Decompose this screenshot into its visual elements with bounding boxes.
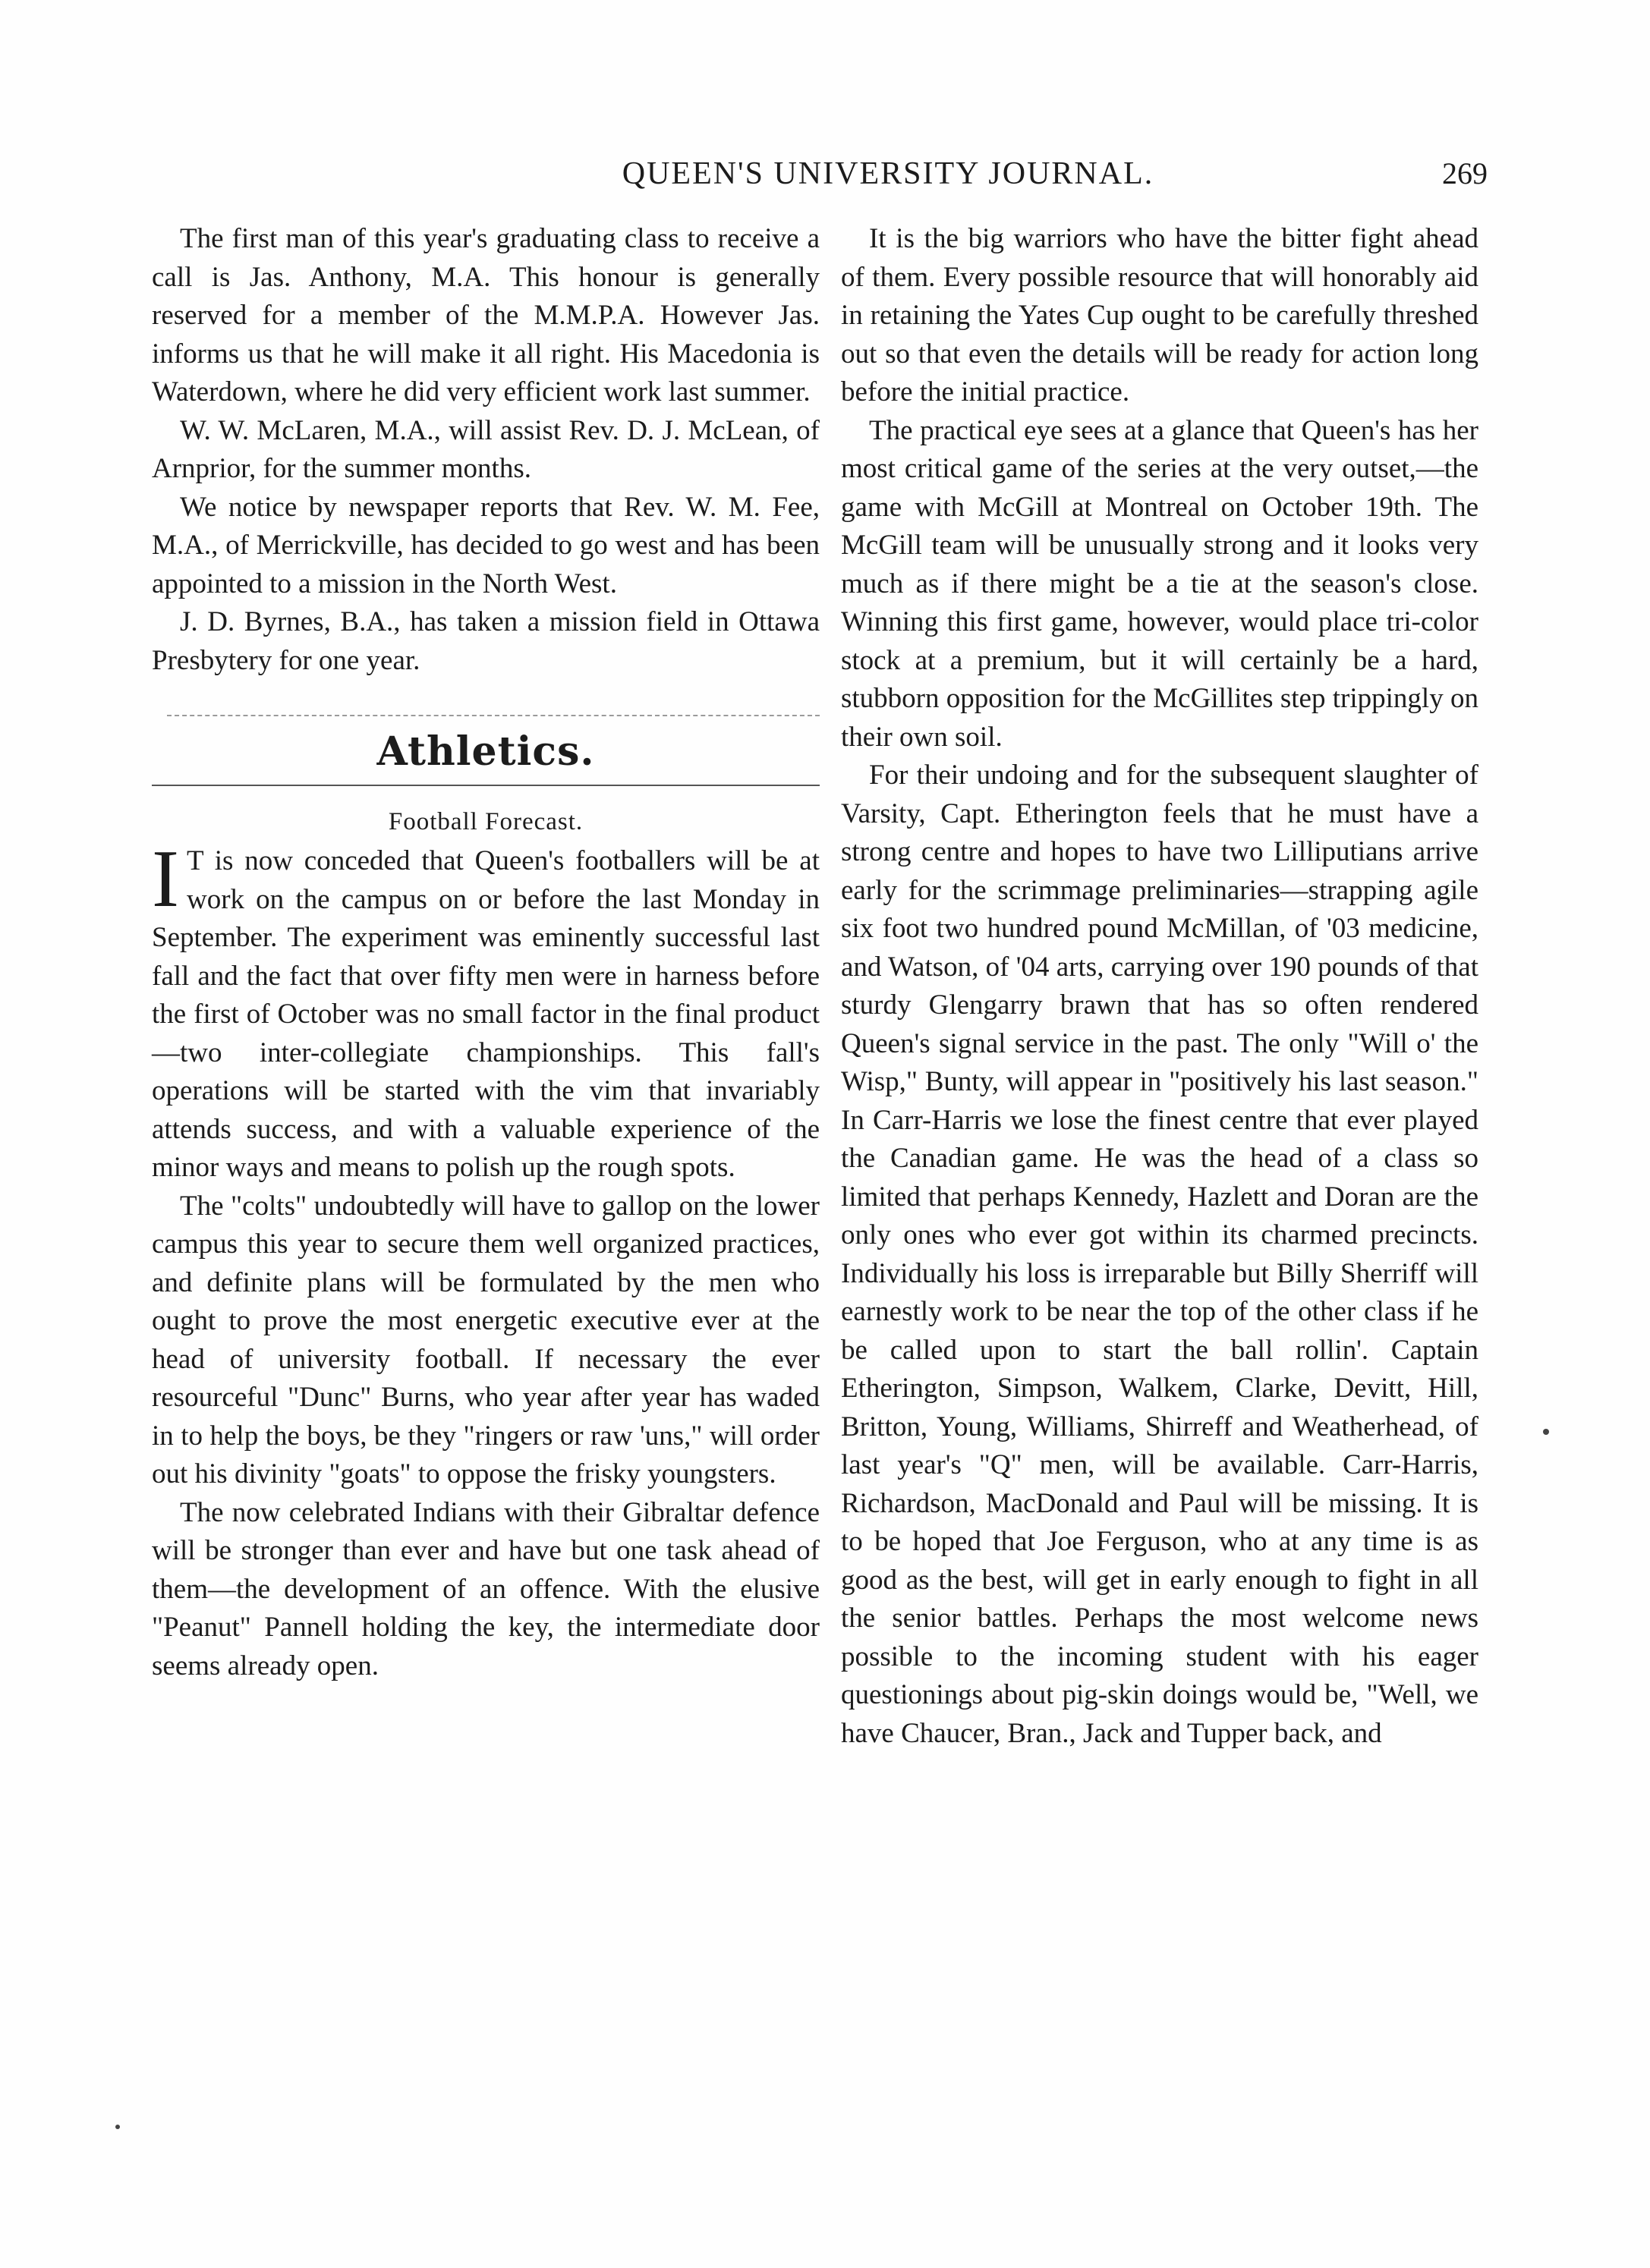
note-paragraph: J. D. Byrnes, B.A., has taken a mission field in Ottawa Presbytery for one year. bbox=[152, 606, 820, 676]
note-paragraph: We notice by newspaper reports that Rev. W. M. Fee, M.A., of Merrickville, has decided to go west and has been appointed to a mission in the North West. bbox=[152, 491, 820, 599]
section-divider bbox=[167, 715, 820, 716]
page-number: 269 bbox=[1442, 156, 1488, 190]
heading-rule bbox=[152, 785, 820, 786]
running-title: QUEEN'S UNIVERSITY JOURNAL. bbox=[622, 156, 1154, 191]
section-heading: Athletics. bbox=[376, 728, 595, 775]
drop-cap: I bbox=[152, 834, 179, 924]
note-paragraph: W. W. McLaren, M.A., will assist Rev. D. J. McLean, of Arnprior, for the summer months. bbox=[152, 414, 820, 484]
article-paragraph: The practical eye sees at a glance that Queen's has her most critical game of the series at the very outset,—the game with McGill at Montreal on October 19th. The McGill team will be unusually strong and it looks very much as if there might be a tie at the season's close. Winning this first game, however, would place tri-color stock at a premium, but it will certainly be a hard, stubborn opposition for the McGillites step trippingly on their own soil. bbox=[841, 414, 1478, 753]
article-paragraph: The "colts" undoubtedly will have to gallop on the lower campus this year to secure them well organized practices, and definite plans will be formulated by the men who ought to prove the most energetic executive ever at the head of university football. If necessary the ever resourceful "Dunc" Burns, who year after year has waded in to help the boys, be they "ringers or raw 'uns," will order out his divinity "goats" to oppose the frisky youngsters. bbox=[152, 1190, 820, 1489]
article-paragraph bbox=[152, 834, 820, 1187]
ink-speck bbox=[1543, 1429, 1549, 1435]
article-paragraph-text: T is now conceded that Queen's footballers will be at work on the campus on or before the last Monday in September. The experiment was eminently successful last fall and the fact that over fifty men were in harness before the first of October was no small factor in the final product—two inter-collegiate championships. This fall's operations will be started with the vim that invariably attends success, and with a valuable experience of the minor ways and means to polish up the rough spots. bbox=[152, 845, 820, 1183]
left-column bbox=[152, 220, 820, 1685]
article-paragraph: For their undoing and for the subsequent slaughter of Varsity, Capt. Etherington feels that he must have a strong centre and hopes to have two Lilliputians arrive early for the scrimmage preliminaries—strapping agile six foot two hundred pound McMillan, of '03 medicine, and Watson, of '04 arts, carrying over 190 pounds of that sturdy Glengarry brawn that has so often rendered Queen's signal service in the past. The only "Will o' the Wisp," Bunty, will appear in "positively his last season." In Carr-Harris we lose the finest centre that ever played the Canadian game. He was the head of a class so limited that perhaps Kennedy, Hazlett and Doran are the only ones who ever got within its charmed precincts. Individually his loss is irreparable but Billy Sherriff will earnestly work to be near the top of the other class if he be called upon to start the ball rollin'. Captain Etherington, Simpson, Walkem, Clarke, Devitt, Hill, Britton, Young, Williams, Shirreff and Weatherhead, of last year's "Q" men, will be available. Carr-Harris, Richardson, MacDonald and Paul will be missing. It is to be hoped that Joe Ferguson, who at any time is as good as the best, will get in early enough to fight in all the senior battles. Perhaps the most welcome news possible to the incoming student with his eager questionings about pig-skin doings would be, "Well, we have Chaucer, Bran., Jack and Tupper back, and bbox=[841, 760, 1478, 1749]
page-header bbox=[152, 156, 1488, 201]
article-paragraph: The now celebrated Indians with their Gibraltar defence will be stronger than ever and have but one task ahead of them—the development of an offence. With the elusive "Peanut" Pannell holding the key, the intermediate door seems already open. bbox=[152, 1496, 820, 1681]
article-paragraph: It is the big warriors who have the bitter fight ahead of them. Every possible resource that will honorably aid in retaining the Yates Cup ought to be carefully threshed out so that even the details will be ready for action long before the initial practice. bbox=[841, 223, 1478, 407]
right-column bbox=[841, 220, 1478, 1753]
note-paragraph: The first man of this year's graduating class to receive a call is Jas. Anthony, M.A. This honour is generally reserved for a member of the M.M.P.A. However Jas. informs us that he will make it all right. His Macedonia is Waterdown, where he did very efficient work last summer. bbox=[152, 223, 820, 407]
ink-speck bbox=[115, 2125, 120, 2129]
article-title: Football Forecast. bbox=[388, 808, 584, 835]
